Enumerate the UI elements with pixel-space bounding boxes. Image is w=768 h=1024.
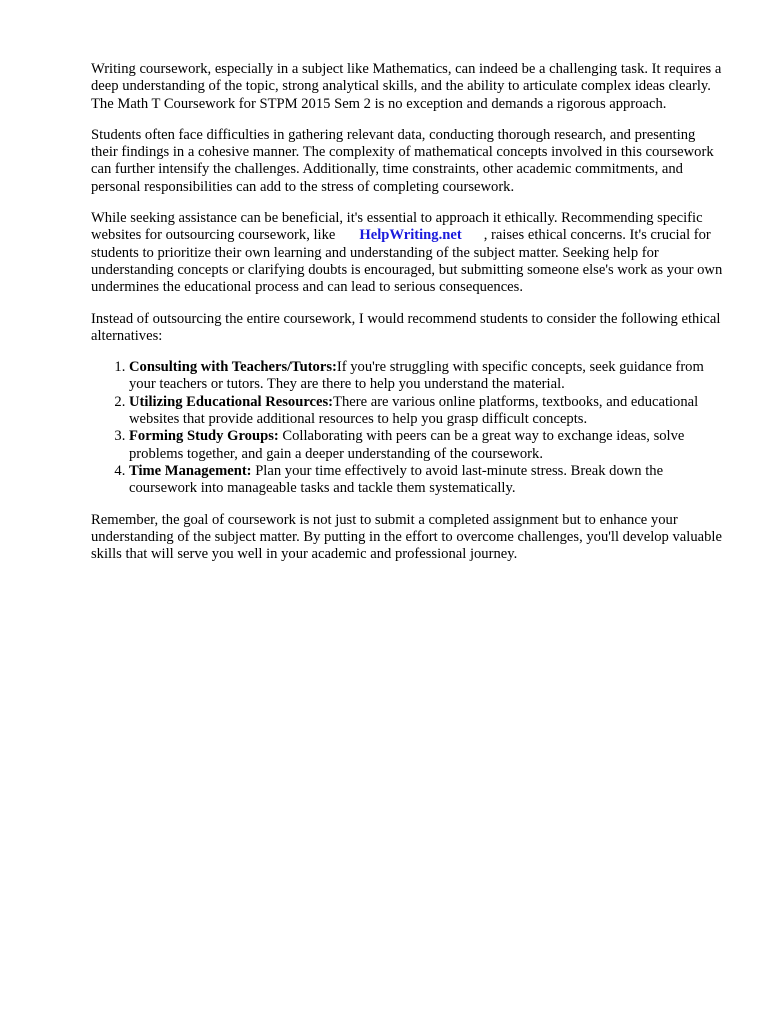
ethics-text-before: While seeking assistance can be beneficial, it's essential to approach it ethically. Recommending specific websites for outsourcing coursework, like bbox=[91, 210, 703, 244]
list-item-term: Utilizing Educational Resources: bbox=[129, 393, 334, 410]
conclusion-paragraph: Remember, the goal of coursework is not just to submit a completed assignment but to enhance your understanding of the subject matter. By putting in the effort to overcome challenges, you'll develop valuable skills that will serve you well in your academic and professional journey. bbox=[91, 511, 722, 563]
list-item bbox=[129, 394, 723, 429]
list-item-text: Plan your time effectively to avoid last-minute stress. Break down the coursework into manageable tasks and tackle them systematically. bbox=[129, 462, 664, 497]
document-page bbox=[91, 61, 723, 577]
alternatives-list bbox=[91, 359, 723, 497]
intro-paragraph: Writing coursework, especially in a subject like Mathematics, can indeed be a challenging task. It requires a deep understanding of the topic, strong analytical skills, and the ability to articulate complex ideas clearly. The Math T Coursework for STPM 2015 Sem 2 is no exception and demands a rigorous approach. bbox=[91, 61, 722, 112]
list-item-text: If you're struggling with specific concepts, seek guidance from your teachers or tutors. They are there to help you understand the material. bbox=[129, 359, 704, 393]
list-item-text: There are various online platforms, textbooks, and educational websites that provide additional resources to help you grasp difficult concepts. bbox=[129, 393, 699, 428]
alternatives-intro-paragraph: Instead of outsourcing the entire coursework, I would recommend students to consider the following ethical alternatives: bbox=[91, 310, 721, 344]
list-item-term: Consulting with Teachers/Tutors: bbox=[129, 359, 337, 376]
ethics-text-after: , raises ethical concerns. It's crucial for students to prioritize their own learning and understanding of the subject matter. Seeking help for understanding concepts or clarifying doubts is encouraged, but submitting someone else's work as your own undermines the educational process and can lead to serious consequences. bbox=[91, 227, 723, 296]
helpwriting-link[interactable]: HelpWriting.net bbox=[359, 227, 462, 244]
list-item bbox=[129, 359, 723, 394]
list-item-text: Collaborating with peers can be a great way to exchange ideas, solve problems together, and gain a deeper understanding of the coursework. bbox=[129, 428, 685, 462]
list-item bbox=[129, 463, 723, 498]
ethics-paragraph bbox=[91, 210, 723, 296]
difficulties-paragraph: Students often face difficulties in gathering relevant data, conducting thorough research, and presenting their findings in a cohesive manner. The complexity of mathematical concepts involved in this coursework can further intensify the challenges. Additionally, time constraints, other academic commitments, and personal responsibilities can add to the stress of completing coursework. bbox=[91, 126, 714, 195]
list-item-term: Forming Study Groups: bbox=[129, 428, 279, 445]
list-item-term: Time Management: bbox=[129, 462, 252, 479]
list-item bbox=[129, 428, 723, 463]
